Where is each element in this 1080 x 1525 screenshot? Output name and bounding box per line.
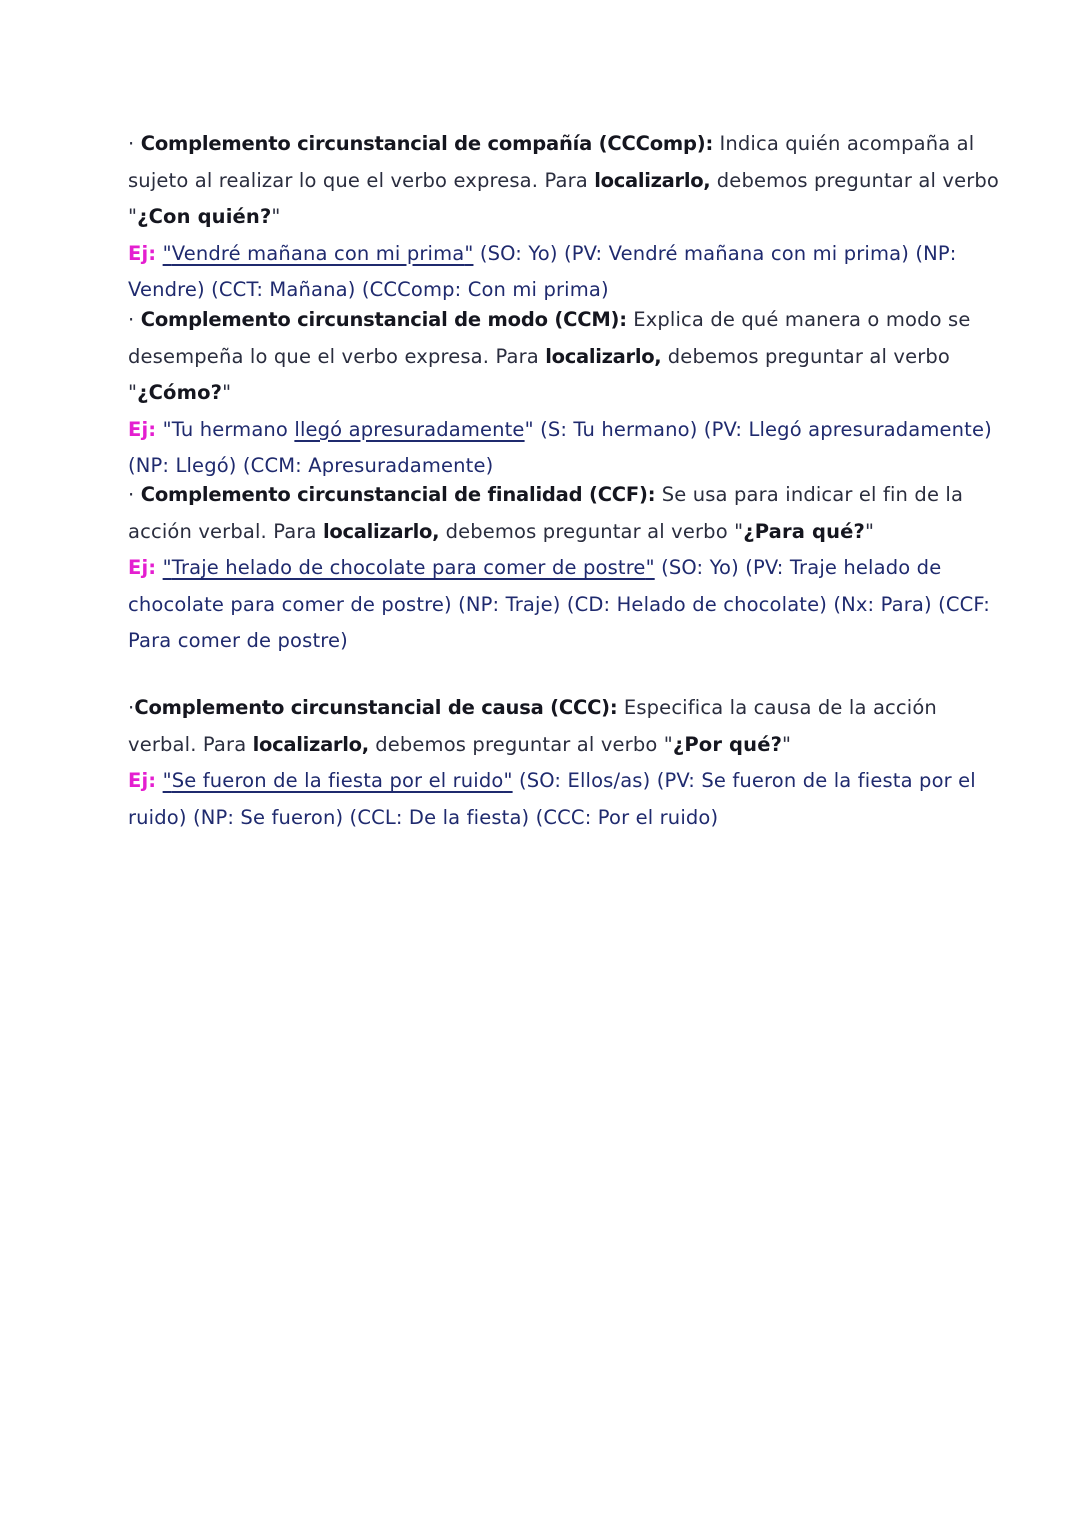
example-paragraph — [128, 236, 1008, 309]
section-causa — [128, 690, 1008, 836]
definition-text: Especifica la causa de la acción verbal. Para — [128, 696, 937, 756]
term-title: Complemento circunstancial de causa (CCC): — [134, 696, 618, 719]
syntactic-analysis: (SO: Yo) (PV: Vendré mañana con mi prima) (NP: Vendre) (CCT: Mañana) (CCComp: Con mi prima) — [128, 241, 957, 301]
quote-close: " — [464, 241, 474, 265]
section-modo — [128, 302, 1008, 485]
quote-close: " — [271, 205, 281, 228]
question: ¿Por qué? — [672, 732, 783, 756]
keyword: localizarlo, — [323, 519, 440, 543]
example-sentence — [163, 242, 474, 265]
quote-close: " — [503, 769, 513, 792]
keyword: localizarlo, — [252, 732, 369, 756]
keyword: localizarlo, — [545, 344, 662, 368]
bullet: · — [128, 483, 135, 506]
section-finalidad — [128, 477, 1008, 660]
bullet: · — [128, 696, 135, 719]
bullet: · — [128, 132, 135, 155]
quote-close: " — [645, 556, 655, 579]
definition-paragraph — [128, 477, 1008, 550]
example-underlined: llegó apresuradamente — [294, 417, 525, 441]
definition-text-2: debemos preguntar al verbo " — [375, 732, 673, 756]
example-underlined: Vendré mañana con mi prima — [171, 241, 465, 265]
definition-paragraph — [128, 690, 1008, 763]
syntactic-analysis: (SO: Ellos/as) (PV: Se fueron de la fiesta por el ruido) (NP: Se fueron) (CCL: De la fiesta) (CCC: Por el ruido) — [128, 769, 976, 829]
question: ¿Para qué? — [743, 519, 865, 543]
example-sentence — [163, 556, 655, 579]
example-paragraph — [128, 412, 1008, 485]
example-underlined: Se fueron de la fiesta por el ruido — [171, 769, 504, 792]
definition-text: Explica de qué manera o modo se desempeña lo que el verbo expresa. Para — [128, 308, 971, 368]
definition-text-2: debemos preguntar al verbo " — [128, 168, 1000, 228]
bullet: · — [128, 308, 135, 331]
quote-open: " — [162, 769, 172, 792]
syntactic-analysis: (S: Tu hermano) (PV: Llegó apresuradamente) (NP: Llegó) (CCM: Apresuradamente) — [128, 417, 992, 477]
term-title: Complemento circunstancial de modo (CCM): — [140, 308, 627, 331]
example-underlined: Traje helado de chocolate para comer de postre — [171, 556, 646, 579]
example-paragraph — [128, 550, 1008, 660]
example-label: Ej: — [128, 769, 157, 792]
syntactic-analysis: (SO: Yo) (PV: Traje helado de chocolate para comer de postre) (NP: Traje) (CD: Helado de chocolate) (Nx: Para) (CCF: Para comer de postre) — [128, 556, 990, 652]
quote-close: " — [222, 381, 232, 404]
definition-text-2: debemos preguntar al verbo " — [128, 344, 951, 404]
question: ¿Con quién? — [137, 205, 272, 228]
definition-text-2: debemos preguntar al verbo " — [445, 519, 744, 543]
definition-paragraph — [128, 126, 1008, 236]
example-paragraph — [128, 763, 1008, 836]
example-label: Ej: — [128, 241, 157, 265]
definition-text: Se usa para indicar el fin de la acción verbal. Para — [128, 483, 964, 543]
quote-open: " — [162, 556, 172, 579]
term-title: Complemento circunstancial de compañía (CCComp): — [140, 132, 714, 155]
example-label: Ej: — [128, 417, 157, 441]
question: ¿Cómo? — [137, 381, 223, 404]
definition-paragraph — [128, 302, 1008, 412]
quote-close: " — [864, 519, 875, 543]
section-companía — [128, 126, 1008, 309]
example-sentence — [163, 769, 513, 792]
term-title: Complemento circunstancial de finalidad (CCF): — [140, 483, 656, 506]
quote-close: " — [524, 417, 534, 441]
example-label: Ej: — [128, 556, 157, 579]
quote-open: " — [162, 241, 172, 265]
definition-text: Indica quién acompaña al sujeto al realizar lo que el verbo expresa. Para — [128, 132, 975, 192]
keyword: localizarlo, — [594, 168, 711, 192]
quote-close: " — [782, 732, 792, 756]
example-prefix: "Tu hermano — [162, 417, 295, 441]
